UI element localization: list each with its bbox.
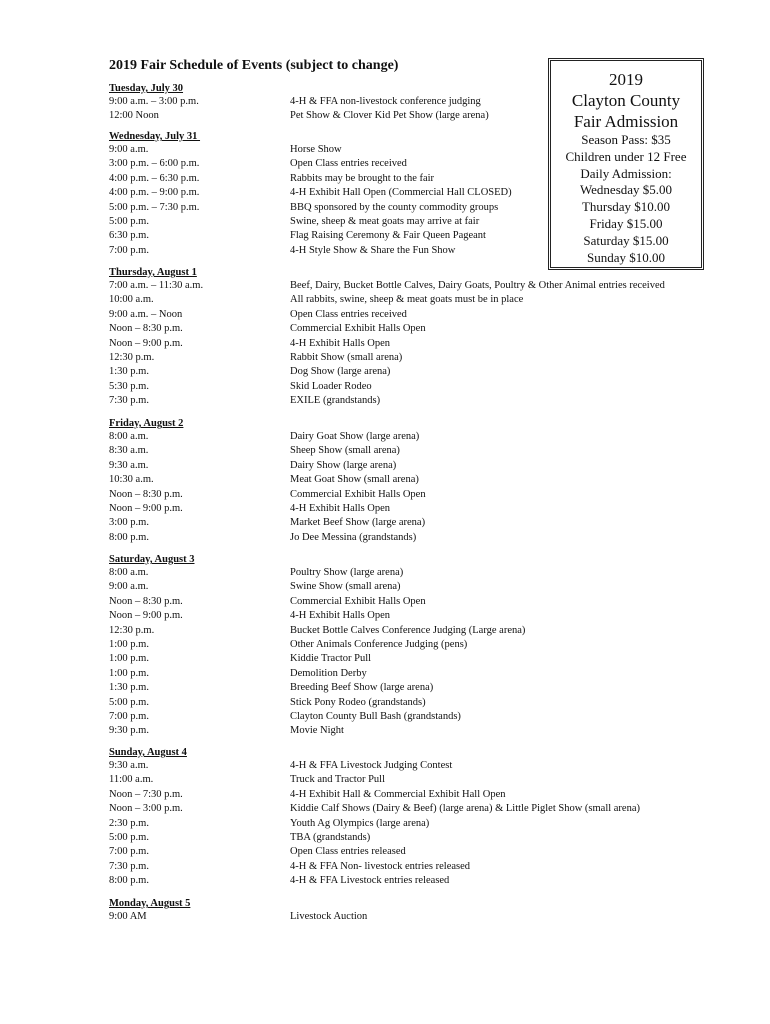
schedule-row [109,229,512,243]
day-section-saturday-august-3 [109,553,525,739]
day-section-thursday-august-1 [109,266,665,409]
admission-year: 2019 [609,70,643,89]
event-description: Kiddie Tractor Pull [290,653,372,665]
event-time: 2:30 p.m. [109,817,149,829]
event-time: Noon – 9:00 p.m. [109,502,183,514]
event-time: 12:30 p.m. [109,351,155,363]
schedule-row [109,788,640,802]
event-description: Rabbit Show (small arena) [290,351,403,363]
schedule-row [109,337,665,351]
schedule-row [109,201,512,215]
admission-friday: Friday $15.00 [589,215,663,231]
event-time: Noon – 9:00 p.m. [109,610,183,622]
schedule-row [109,609,525,623]
event-time: 10:30 a.m. [109,474,154,486]
schedule-row [109,580,525,594]
event-description: Swine, sheep & meat goats may arrive at fair [290,215,480,227]
event-time: 1:30 p.m. [109,366,149,378]
schedule-row [109,351,665,365]
event-description: Skid Loader Rodeo [290,380,372,392]
event-time: 5:00 p.m. [109,215,149,227]
event-time: 7:00 p.m. [109,846,149,858]
event-time: 12:30 p.m. [109,624,155,636]
event-time: 9:00 a.m. – Noon [109,308,183,320]
event-description: 4-H Style Show & Share the Fun Show [290,244,456,256]
event-description: 4-H Exhibit Hall & Commercial Exhibit Hall Open [290,788,506,800]
event-description: 4-H & FFA non-livestock conference judging [290,96,481,107]
schedule-row [109,759,640,773]
event-description: Dairy Show (large arena) [290,459,397,471]
event-description: Poultry Show (large arena) [290,567,404,578]
event-time: 1:30 p.m. [109,682,149,694]
event-time: 7:00 p.m. [109,244,149,256]
event-description: 4-H & FFA Livestock Judging Contest [290,760,453,771]
schedule-row [109,860,640,874]
event-description: Beef, Dairy, Bucket Bottle Calves, Dairy Goats, Poultry & Other Animal entries received [290,280,665,291]
event-time: 9:30 a.m. [109,760,149,771]
event-time: 3:00 p.m. – 6:00 p.m. [109,158,200,170]
schedule-row [109,638,525,652]
schedule-row [109,595,525,609]
event-time: 10:00 a.m. [109,294,154,306]
event-description: Horse Show [290,144,342,155]
admission-county: Clayton County [571,91,681,110]
admission-saturday: Saturday $15.00 [583,232,669,248]
schedule-row [109,681,525,695]
event-time: 9:00 a.m. [109,144,149,155]
event-description: Other Animals Conference Judging (pens) [290,638,468,650]
event-description: Open Class entries received [290,308,407,320]
event-description: Stick Pony Rodeo (grandstands) [290,696,426,708]
event-description: Commercial Exhibit Halls Open [290,595,426,607]
day-heading: Friday, August 2 [109,418,184,429]
event-description: 4-H & FFA Non- livestock entries released [290,860,471,872]
event-time: 3:00 p.m. [109,517,149,529]
event-description: All rabbits, swine, sheep & meat goats must be in place [290,294,524,306]
event-time: 7:30 p.m. [109,860,149,872]
schedule-row [109,394,665,408]
event-time: Noon – 8:30 p.m. [109,488,183,500]
event-time: 8:00 p.m. [109,531,149,543]
event-description: TBA (grandstands) [290,831,371,843]
event-time: Noon – 7:30 p.m. [109,788,183,800]
event-description: Jo Dee Messina (grandstands) [290,531,417,543]
event-time: Noon – 9:00 p.m. [109,337,183,349]
schedule-row [109,215,512,229]
event-description: Open Class entries received [290,158,407,170]
schedule-row [109,430,426,444]
event-time: Noon – 8:30 p.m. [109,323,183,335]
schedule-row [109,279,665,293]
schedule-row [109,817,640,831]
schedule-row [109,157,512,171]
event-time: 1:00 p.m. [109,653,149,665]
day-section-sunday-august-4 [109,746,640,889]
event-time: Noon – 8:30 p.m. [109,595,183,607]
event-description: 4-H Exhibit Halls Open [290,337,391,349]
day-heading: Wednesday, July 31 [109,131,201,142]
schedule-row [109,488,426,502]
event-description: Youth Ag Olympics (large arena) [290,817,430,829]
event-description: Open Class entries released [290,846,406,858]
event-time: 11:00 a.m. [109,774,154,786]
event-description: Meat Goat Show (small arena) [290,474,419,486]
event-description: Livestock Auction [290,911,368,922]
event-description: Flag Raising Ceremony & Fair Queen Pageant [290,230,486,242]
schedule-row [109,95,489,109]
schedule-row [109,516,426,530]
event-time: 9:30 a.m. [109,459,149,471]
admission-children: Children under 12 Free [565,148,687,164]
event-time: 12:00 Noon [109,110,159,122]
event-time: 7:30 p.m. [109,395,149,407]
event-time: 4:00 p.m. – 9:00 p.m. [109,187,200,199]
event-time: 8:00 a.m. [109,431,149,442]
schedule-row [109,308,665,322]
event-time: 6:30 p.m. [109,230,149,242]
schedule-row [109,696,525,710]
schedule-row [109,380,665,394]
event-time: 9:00 a.m. [109,581,149,593]
event-time: 5:00 p.m. – 7:30 p.m. [109,201,200,213]
schedule-row [109,566,525,580]
schedule-row [109,667,525,681]
day-heading: Tuesday, July 30 [109,83,184,94]
event-time: 9:00 a.m. – 3:00 p.m. [109,96,199,107]
schedule-row [109,109,489,123]
event-description: Rabbits may be brought to the fair [290,172,435,184]
schedule-row [109,293,665,307]
event-description: EXILE (grandstands) [290,395,381,407]
event-time: 4:00 p.m. – 6:30 p.m. [109,172,200,184]
admission-wednesday: Wednesday $5.00 [579,182,673,198]
event-description: Pet Show & Clover Kid Pet Show (large arena) [290,110,489,122]
event-time: 7:00 a.m. – 11:30 a.m. [109,280,204,291]
schedule-row [109,910,367,924]
event-description: Sheep Show (small arena) [290,445,400,457]
admission-sunday: Sunday $10.00 [587,249,665,265]
event-time: Noon – 3:00 p.m. [109,803,183,815]
day-heading: Thursday, August 1 [109,267,197,278]
admission-daily-label: Daily Admission: [580,165,672,181]
admission-box [548,58,704,270]
day-heading: Sunday, August 4 [109,747,187,758]
admission-heading: Fair Admission [573,112,679,131]
event-time: 5:00 p.m. [109,696,149,708]
schedule-row [109,624,525,638]
event-time: 8:30 a.m. [109,445,149,457]
event-time: 5:30 p.m. [109,380,149,392]
schedule-row [109,710,525,724]
admission-thursday: Thursday $10.00 [581,199,671,215]
day-section-friday-august-2 [109,417,426,545]
event-description: Commercial Exhibit Halls Open [290,323,426,335]
schedule-row [109,459,426,473]
event-description: 4-H Exhibit Halls Open [290,502,391,514]
event-description: 4-H Exhibit Halls Open [290,610,391,622]
event-description: Movie Night [290,725,344,737]
day-section-monday-august-5 [109,897,367,924]
schedule-row [109,186,512,200]
schedule-row [109,531,426,545]
event-description: 4-H Exhibit Hall Open (Commercial Hall CLOSED) [290,187,512,199]
event-description: Dairy Goat Show (large arena) [290,431,420,442]
schedule-row [109,143,512,157]
schedule-row [109,874,640,888]
event-description: Swine Show (small arena) [290,581,401,593]
event-description: Commercial Exhibit Halls Open [290,488,426,500]
schedule-row [109,773,640,787]
event-description: Demolition Derby [290,667,367,679]
event-time: 1:00 p.m. [109,638,149,650]
event-time: 9:30 p.m. [109,725,149,737]
admission-season-pass: Season Pass: $35 [581,132,671,147]
day-section-wednesday-july-31 [109,130,512,258]
event-time: 8:00 a.m. [109,567,149,578]
event-time: 7:00 p.m. [109,710,149,722]
schedule-row [109,724,525,738]
event-time: 1:00 p.m. [109,667,149,679]
schedule-row [109,444,426,458]
schedule-row [109,845,640,859]
page-title: 2019 Fair Schedule of Events (subject to change) [109,58,399,73]
schedule-row [109,502,426,516]
event-description: Clayton County Bull Bash (grandstands) [290,710,461,722]
schedule-row [109,831,640,845]
event-description: Bucket Bottle Calves Conference Judging (Large arena) [290,624,526,636]
schedule-row [109,365,665,379]
schedule-row [109,473,426,487]
day-section-tuesday-july-30 [109,82,489,124]
event-description: Market Beef Show (large arena) [290,517,426,529]
event-time: 9:00 AM [109,911,147,922]
event-description: Breeding Beef Show (large arena) [290,682,434,694]
event-time: 8:00 p.m. [109,875,149,887]
schedule-row [109,244,512,258]
event-description: 4-H & FFA Livestock entries released [290,875,450,887]
day-heading: Monday, August 5 [109,898,191,909]
event-description: Dog Show (large arena) [290,366,391,378]
event-description: BBQ sponsored by the county commodity groups [290,201,499,213]
event-time: 5:00 p.m. [109,831,149,843]
schedule-row [109,802,640,816]
schedule-row [109,322,665,336]
schedule-row [109,652,525,666]
event-description: Truck and Tractor Pull [290,774,385,786]
schedule-row [109,172,512,186]
event-description: Kiddie Calf Shows (Dairy & Beef) (large arena) & Little Piglet Show (small arena) [290,803,640,815]
day-heading: Saturday, August 3 [109,554,195,565]
